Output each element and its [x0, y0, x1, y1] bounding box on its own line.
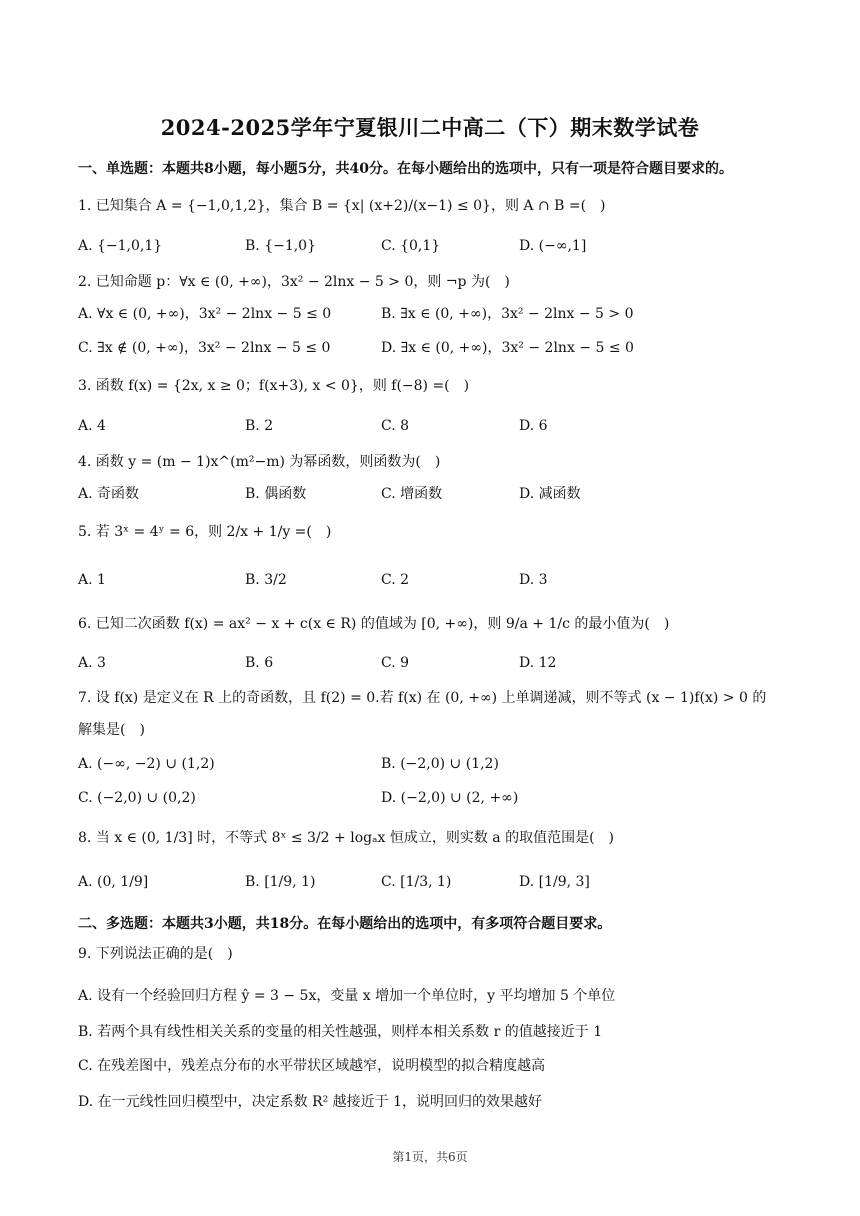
question-6-option-d: D. 12	[519, 655, 557, 671]
question-6-option-b: B. 6	[245, 655, 274, 671]
question-2-option-b: B. ∃x ∈ (0, +∞)，3x² − 2lnx − 5 > 0	[381, 306, 634, 322]
question-9-stem: 9. 下列说法正确的是( )	[78, 946, 233, 962]
page-title: 2024-2025学年宁夏银川二中高二（下）期末数学试卷	[160, 115, 700, 140]
question-4-option-b: B. 偶函数	[245, 486, 307, 502]
question-8-option-c: C. [1/3, 1)	[381, 874, 452, 890]
section-heading-multiple-choice: 二、多选题：本题共3小题，共18分。在每小题给出的选项中，有多项符合题目要求。	[78, 916, 612, 932]
question-1-option-b: B. {−1,0}	[245, 238, 316, 254]
question-5-option-a: A. 1	[78, 572, 106, 588]
question-9-option-b: B. 若两个具有线性相关关系的变量的相关性越强，则样本相关系数 r 的值越接近于 1	[78, 1024, 603, 1040]
question-5-stem: 5. 若 3ˣ = 4ʸ = 6，则 2/x + 1/y =( )	[78, 524, 332, 540]
question-5-option-c: C. 2	[381, 572, 410, 588]
section-heading-single-choice: 一、单选题：本题共8小题，每小题5分，共40分。在每小题给出的选项中，只有一项是符合题目要求的。	[78, 161, 733, 177]
question-4-option-a: A. 奇函数	[78, 486, 140, 502]
question-5-option-d: D. 3	[519, 572, 548, 588]
question-7-option-c: C. (−2,0) ∪ (0,2)	[78, 790, 196, 806]
page-footer: 第1页，共6页	[392, 1150, 468, 1164]
question-8-option-d: D. [1/9, 3]	[519, 874, 590, 890]
question-6-option-c: C. 9	[381, 655, 410, 671]
question-2-stem: 2. 已知命题 p：∀x ∈ (0, +∞)，3x² − 2lnx − 5 > 0，则 ¬p 为( )	[78, 274, 510, 290]
question-4-stem: 4. 函数 y = (m − 1)x^(m²−m) 为幂函数，则函数为( )	[78, 454, 441, 470]
question-7-option-b: B. (−2,0) ∪ (1,2)	[381, 756, 499, 772]
question-6-option-a: A. 3	[78, 655, 106, 671]
question-8-option-a: A. (0, 1/9]	[78, 874, 149, 890]
question-1-option-c: C. {0,1}	[381, 238, 441, 254]
question-8-stem: 8. 当 x ∈ (0, 1/3] 时，不等式 8ˣ ≤ 3/2 + logₐx 恒成立，则实数 a 的取值范围是( )	[78, 830, 614, 846]
question-3-option-d: D. 6	[519, 418, 548, 434]
question-3-stem: 3. 函数 f(x) = {2x, x ≥ 0；f(x+3), x < 0}，则 f(−8) =( )	[78, 378, 470, 394]
question-7-option-d: D. (−2,0) ∪ (2, +∞)	[381, 790, 519, 806]
question-2-option-a: A. ∀x ∈ (0, +∞)，3x² − 2lnx − 5 ≤ 0	[78, 306, 332, 322]
question-7-stem: 7. 设 f(x) 是定义在 R 上的奇函数，且 f(2) = 0.若 f(x) 在 (0, +∞) 上单调递减，则不等式 (x − 1)f(x) > 0 的	[78, 690, 767, 706]
question-7-option-a: A. (−∞, −2) ∪ (1,2)	[78, 756, 215, 772]
question-7-stem-continued: 解集是( )	[78, 722, 145, 738]
question-2-option-c: C. ∃x ∉ (0, +∞)，3x² − 2lnx − 5 ≤ 0	[78, 340, 331, 356]
question-9-option-d: D. 在一元线性回归模型中，决定系数 R² 越接近于 1，说明回归的效果越好	[78, 1094, 543, 1110]
question-3-option-c: C. 8	[381, 418, 410, 434]
question-6-stem: 6. 已知二次函数 f(x) = ax² − x + c(x ∈ R) 的值域为 [0, +∞)，则 9/a + 1/c 的最小值为( )	[78, 616, 670, 632]
question-2-option-d: D. ∃x ∈ (0, +∞)，3x² − 2lnx − 5 ≤ 0	[381, 340, 634, 356]
question-1-option-d: D. (−∞,1]	[519, 238, 587, 254]
question-1-option-a: A. {−1,0,1}	[78, 238, 163, 254]
question-5-option-b: B. 3/2	[245, 572, 287, 588]
question-3-option-a: A. 4	[78, 418, 106, 434]
question-9-option-c: C. 在残差图中，残差点分布的水平带状区域越窄，说明模型的拟合精度越高	[78, 1058, 546, 1074]
question-4-option-c: C. 增函数	[381, 486, 443, 502]
question-4-option-d: D. 减函数	[519, 486, 581, 502]
question-3-option-b: B. 2	[245, 418, 274, 434]
question-9-option-a: A. 设有一个经验回归方程 ŷ = 3 − 5x，变量 x 增加一个单位时，y 平均增加 5 个单位	[78, 988, 616, 1004]
question-8-option-b: B. [1/9, 1)	[245, 874, 316, 890]
question-1-stem: 1. 已知集合 A = {−1,0,1,2}，集合 B = {x| (x+2)/(x−1) ≤ 0}，则 A ∩ B =( )	[78, 198, 606, 214]
